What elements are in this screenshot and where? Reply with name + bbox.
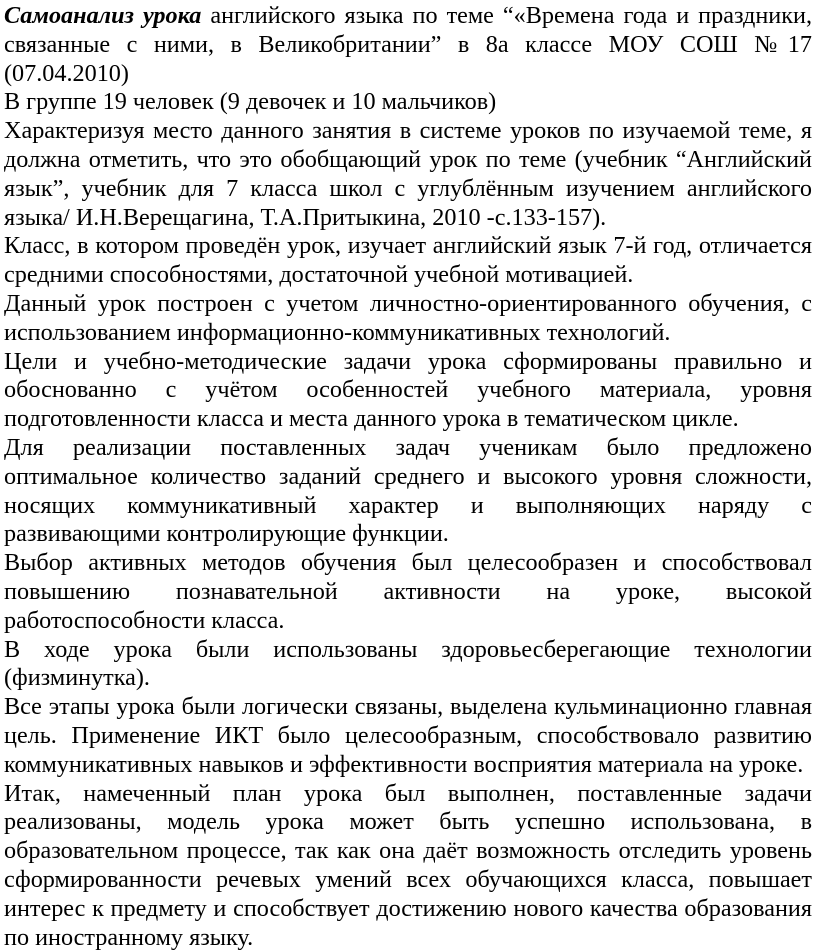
- paragraph-lesson-place: Характеризуя место данного занятия в системе уроков по изучаемой теме, я должна отметить, что это обобщающий урок по теме (учебник “Английский язык”, учебник для 7 класса школ с углублённым изучением английского языка/ И.Н.Верещагина, Т.А.Притыкина, 2010 -с.133-157).: [4, 117, 812, 231]
- paragraph-lesson-stages: Все этапы урока были логически связаны, выделена кульминационно главная цель. Применение ИКТ было целесообразным, способствовало развитию коммуникативных навыков и эффективности восприятия материала на уроке.: [4, 693, 812, 778]
- paragraph-health-technologies: В ходе урока были использованы здоровьесберегающие технологии (физминутка).: [4, 635, 812, 692]
- document-title: [4, 2, 812, 88]
- title-lead: Самоанализ урока: [4, 2, 202, 29]
- paragraph-methods: Выбор активных методов обучения был целесообразен и способствовал повышению познавательной активности на уроке, высокой работоспособности класса.: [4, 549, 812, 634]
- paragraph-conclusion: Итак, намеченный план урока был выполнен, поставленные задачи реализованы, модель урока может быть успешно использована, в образовательном процессе, так как она даёт возможность отследить уровень сформированности речевых умений всех обучающихся класса, повышает интерес к предмету и способствует достижению нового качества образования по иностранному языку.: [4, 779, 812, 951]
- title-rest: английского языка по теме “«Времена года и праздники, связанные с ними, в Великобритании” в 8а классе МОУ СОШ №17 (07.04.2010): [4, 2, 812, 87]
- paragraph-goals: Цели и учебно-методические задачи урока сформированы правильно и обоснованно с учётом особенностей учебного материала, уровня подготовленности класса и места данного урока в тематическом цикле.: [4, 347, 812, 433]
- paragraph-class-description: Класс, в котором проведён урок, изучает английский язык 7-й год, отличается средними способностями, достаточной учебной мотивацией.: [4, 232, 812, 289]
- paragraph-lesson-approach: Данный урок построен с учетом личностно-ориентированного обучения, с использованием информационно-коммуникативных технологий.: [4, 289, 812, 346]
- paragraph-tasks: Для реализации поставленных задач ученикам было предложено оптимальное количество заданий среднего и высокого уровня сложности, носящих коммуникативный характер и выполняющих наряду с развивающими контролирующие функции.: [4, 433, 812, 548]
- paragraph-group-size: В группе 19 человек (9 девочек и 10 мальчиков): [4, 88, 497, 116]
